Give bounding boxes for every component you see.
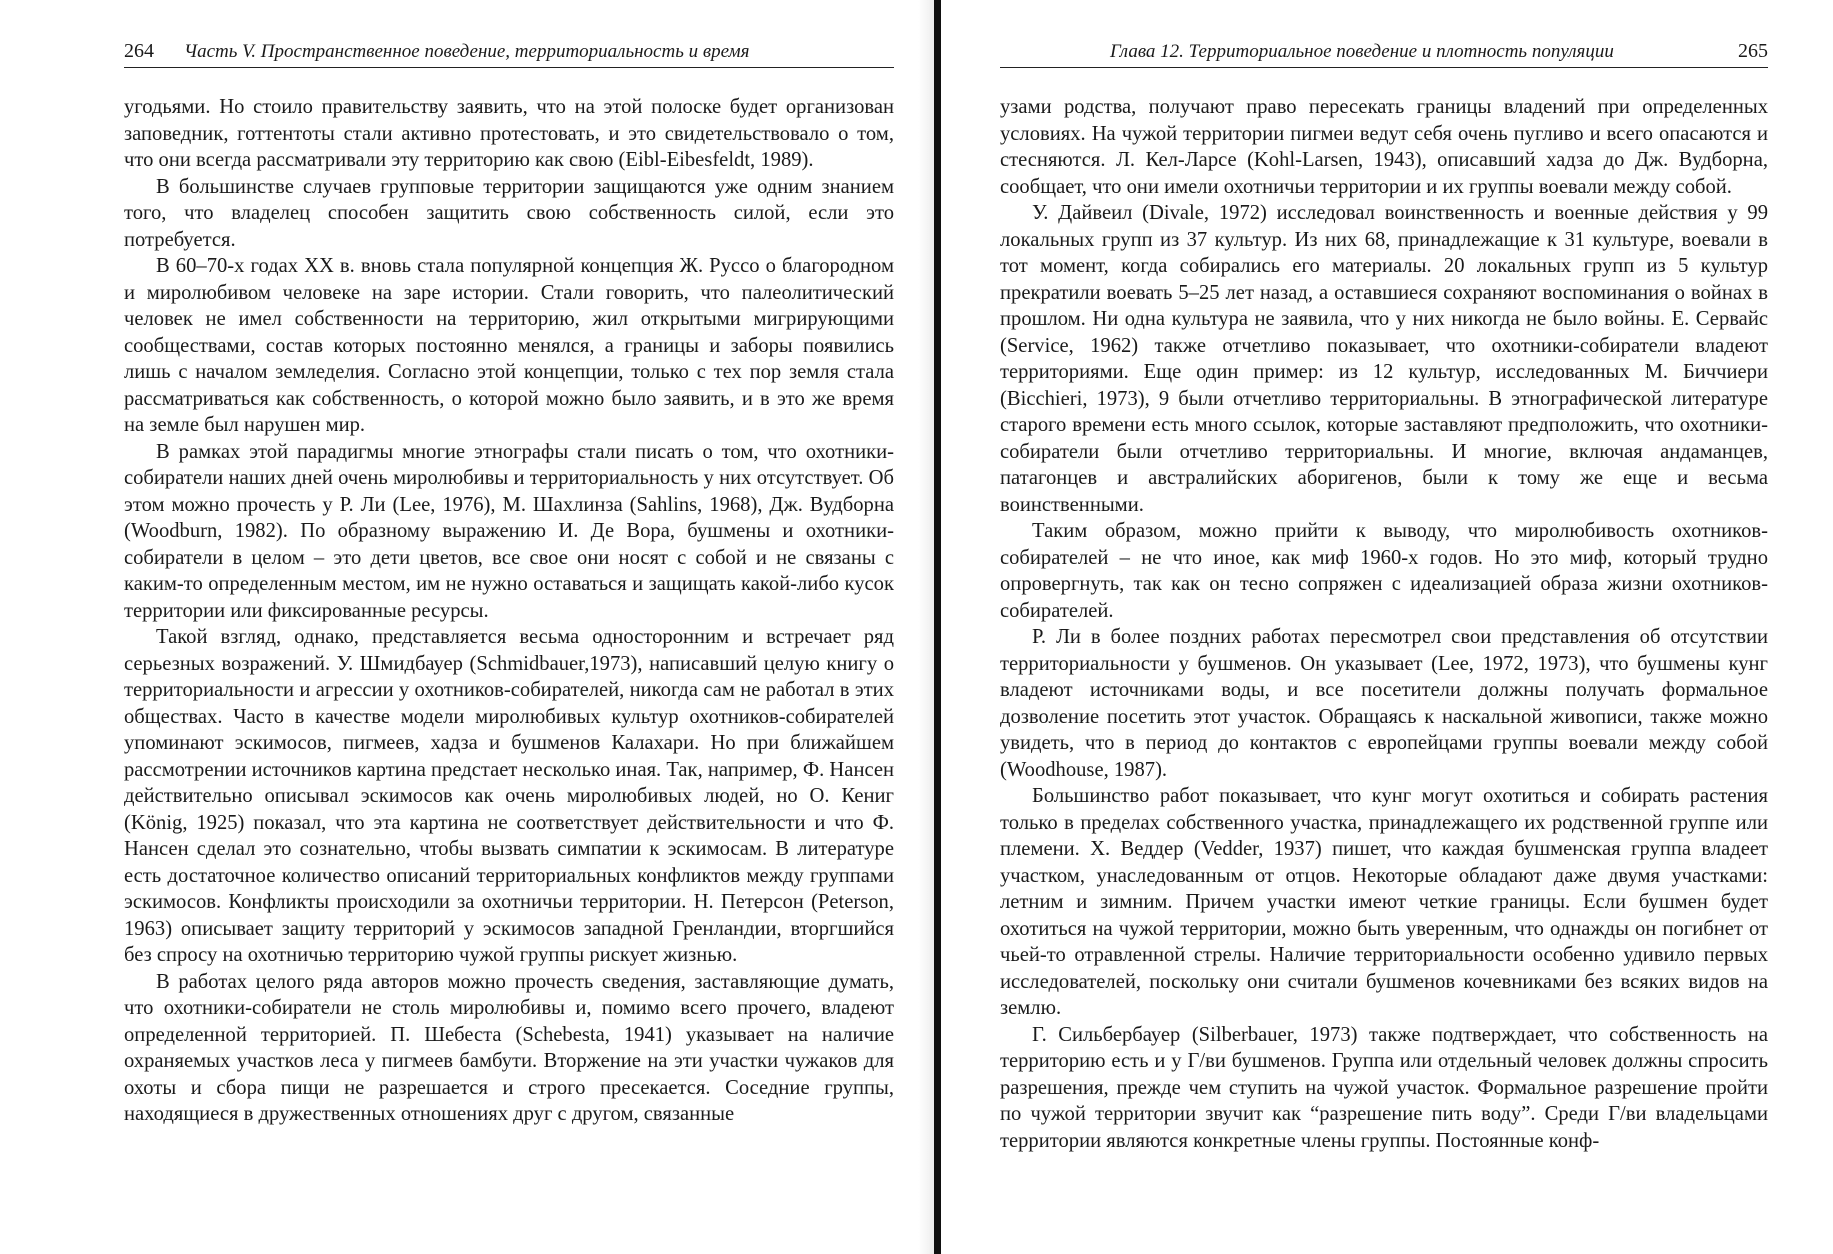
paragraph: В большинстве случаев групповые территории защищаются уже одним знанием того, что владелец способен защитить свою собственность силой, если это потребуется. bbox=[124, 175, 894, 251]
paragraph: угодьями. Но стоило правительству заявить, что на этой полоске будет организован заповедник, готтентоты стали активно протестовать, и это свидетельствовало о том, что они всегда рассматривали эту территорию как свою (Eibl-Eibesfeldt, 1989). bbox=[124, 96, 894, 171]
paragraph: В работах целого ряда авторов можно прочесть сведения, заставляющие думать, что охотники-собиратели не столь миролюбивы и, помимо всего прочего, владеют определенной территорией. П. Шебеста (Schebesta, 1941) указывает на наличие охраняемых участков леса у пигмеев бамбути. Вторжение на эти участки чужаков для охоты и сбора пищи не разрешается и строго пресекается. Соседние группы, находящиеся в дружественных отношениях друг с другом, связанные bbox=[124, 970, 894, 1125]
paragraph: В 60–70-х годах XX в. вновь стала популярной концепция Ж. Руссо о благородном и миролюбивом человеке на заре истории. Стали говорить, что палеолитический человек не имел собственности на территорию, жил открытыми мигрирующими сообществами, состав которых постоянно менялся, а границы и заборы появились лишь с началом земледелия. Согласно этой концепции, только с тех пор земля стала рассматриваться как собственность, о которой можно было заявить, и в это же время на земле был нарушен мир. bbox=[124, 255, 894, 436]
paragraph: Таким образом, можно прийти к выводу, что миролюбивость охотников-собирателей – не что иное, как миф 1960-х годов. Но это миф, который трудно опровергнуть, так как он тесно сопряжен с идеализацией образа жизни охотников-собирателей. bbox=[1000, 520, 1768, 622]
paragraph: Р. Ли в более поздних работах пересмотрел свои представления об отсутствии территориальности у бушменов. Он указывает (Lee, 1972, 1973), что бушмены кунг владеют источниками воды, и все посетители должны получать формальное дозволение посетить этот участок. Обращаясь к наскальной живописи, также можно увидеть, что в период до контактов с европейцами группы воевали между собой (Woodhouse, 1987). bbox=[1000, 626, 1768, 781]
right-page-number: 265 bbox=[1738, 40, 1768, 62]
right-page-header bbox=[1000, 40, 1768, 68]
paragraph: У. Дайвеил (Divale, 1972) исследовал воинственность и военные действия у 99 локальных групп из 37 культур. Из них 68, принадлежащие к 31 культуре, воевали в тот момент, когда собирались его материалы. 20 локальных групп из 5 культур прекратили воевать 5–25 лет назад, а оставшиеся сохраняют воспоминания о войнах в прошлом. Ни одна культура не заявила, что у них никогда не было войны. Е. Сервайс (Service, 1962) также отчетливо показывает, что охотники-собиратели владеют территориями. Еще один пример: из 12 культур, исследованных М. Биччиери (Bicchieri, 1973), 9 были отчетливо территориальны. В этнографической литературе старого времени есть много ссылок, которые заставляют предположить, что охотники-собиратели были отчетливо территориальны. И многие, включая андаманцев, патагонцев и австралийских аборигенов, были к тому же еще и весьма воинственными. bbox=[1000, 202, 1768, 516]
right-page-body bbox=[1000, 94, 1768, 1154]
paragraph: узами родства, получают право пересекать границы владений при определенных условиях. На чужой территории пигмеи ведут себя очень пугливо и всего опасаются и стесняются. Л. Кел-Ларсе (Kohl-Larsen, 1943), описавший хадза до Дж. Вудборна, сообщает, что они имели охотничьи территории и их группы воевали между собой. bbox=[1000, 96, 1768, 198]
left-running-head: Часть V. Пространственное поведение, территориальность и время bbox=[184, 41, 750, 62]
left-page bbox=[124, 40, 894, 1128]
paragraph: Г. Сильбербауер (Silberbauer, 1973) также подтверждает, что собственность на территорию есть и у Г/ви бушменов. Группа или отдельный человек должны спросить разрешения, прежде чем ступить на чужой участок. Формальное разрешение пройти по чужой территории звучит как “разрешение пить воду”. Среди Г/ви владельцами территории являются конкретные члены группы. Постоянные конф- bbox=[1000, 1023, 1768, 1152]
right-running-head: Глава 12. Территориальное поведение и плотность популяции bbox=[1110, 41, 1614, 62]
right-page bbox=[1000, 40, 1768, 1154]
paragraph: Большинство работ показывает, что кунг могут охотиться и собирать растения только в пределах собственного участка, принадлежащего их родственной группе или племени. Х. Веддер (Vedder, 1937) пишет, что каждая бушменская группа владеет участком, унаследованным от отцов. Некоторые обладают даже двумя участками: летним и зимним. Причем участки имеют четкие границы. Если бушмен будет охотиться на чужой территории, можно быть уверенным, что однажды он погибнет от чьей-то отравленной стрелы. Наличие территориальности особенно удивило первых исследователей, поскольку они считали бушменов кочевниками без всяких видов на землю. bbox=[1000, 785, 1768, 1019]
paragraph: Такой взгляд, однако, представляется весьма односторонним и встречает ряд серьезных возражений. У. Шмидбауер (Schmidbauer,1973), написавший целую книгу о территориальности и агрессии у охотников-собирателей, никогда сам не работал в этих обществах. Часто в качестве модели миролюбивых культур охотников-собирателей упоминают эскимосов, пигмеев, хадза и бушменов Калахари. Но при ближайшем рассмотрении источников картина предстает несколько иная. Так, например, Ф. Нансен действительно описывал эскимосов как очень миролюбивых людей, но О. Кениг (König, 1925) показал, что эта картина не соответствует действительности и что Ф. Нансен сделал это сознательно, чтобы вызвать симпатии к эскимосам. В литературе есть достаточное количество описаний территориальных конфликтов между группами эскимосов. Конфликты происходили за охотничьи территории. Н. Петерсон (Peterson, 1963) описывает защиту территорий у эскимосов западной Гренландии, вторгшийся без спросу на охотничью территорию чужой группы рискует жизнью. bbox=[124, 626, 895, 966]
paragraph: В рамках этой парадигмы многие этнографы стали писать о том, что охотники-собиратели наших дней очень миролюбивы и территориальность у них отсутствует. Об этом можно прочесть у Р. Ли (Lee, 1976), М. Шахлинза (Sahlins, 1968), Дж. Вудборна (Woodburn, 1982). По образному выражению И. Де Вора, бушмены и охотники-собиратели в целом – это дети цветов, все свое они носят с собой и не связаны с каким-то определенным местом, им не нужно оставаться и защищать какой-либо кусок территории или фиксированные ресурсы. bbox=[124, 440, 894, 622]
left-page-body bbox=[124, 94, 894, 1128]
book-gutter bbox=[934, 0, 941, 1254]
left-page-header bbox=[124, 40, 894, 68]
left-page-number: 264 bbox=[124, 40, 154, 62]
